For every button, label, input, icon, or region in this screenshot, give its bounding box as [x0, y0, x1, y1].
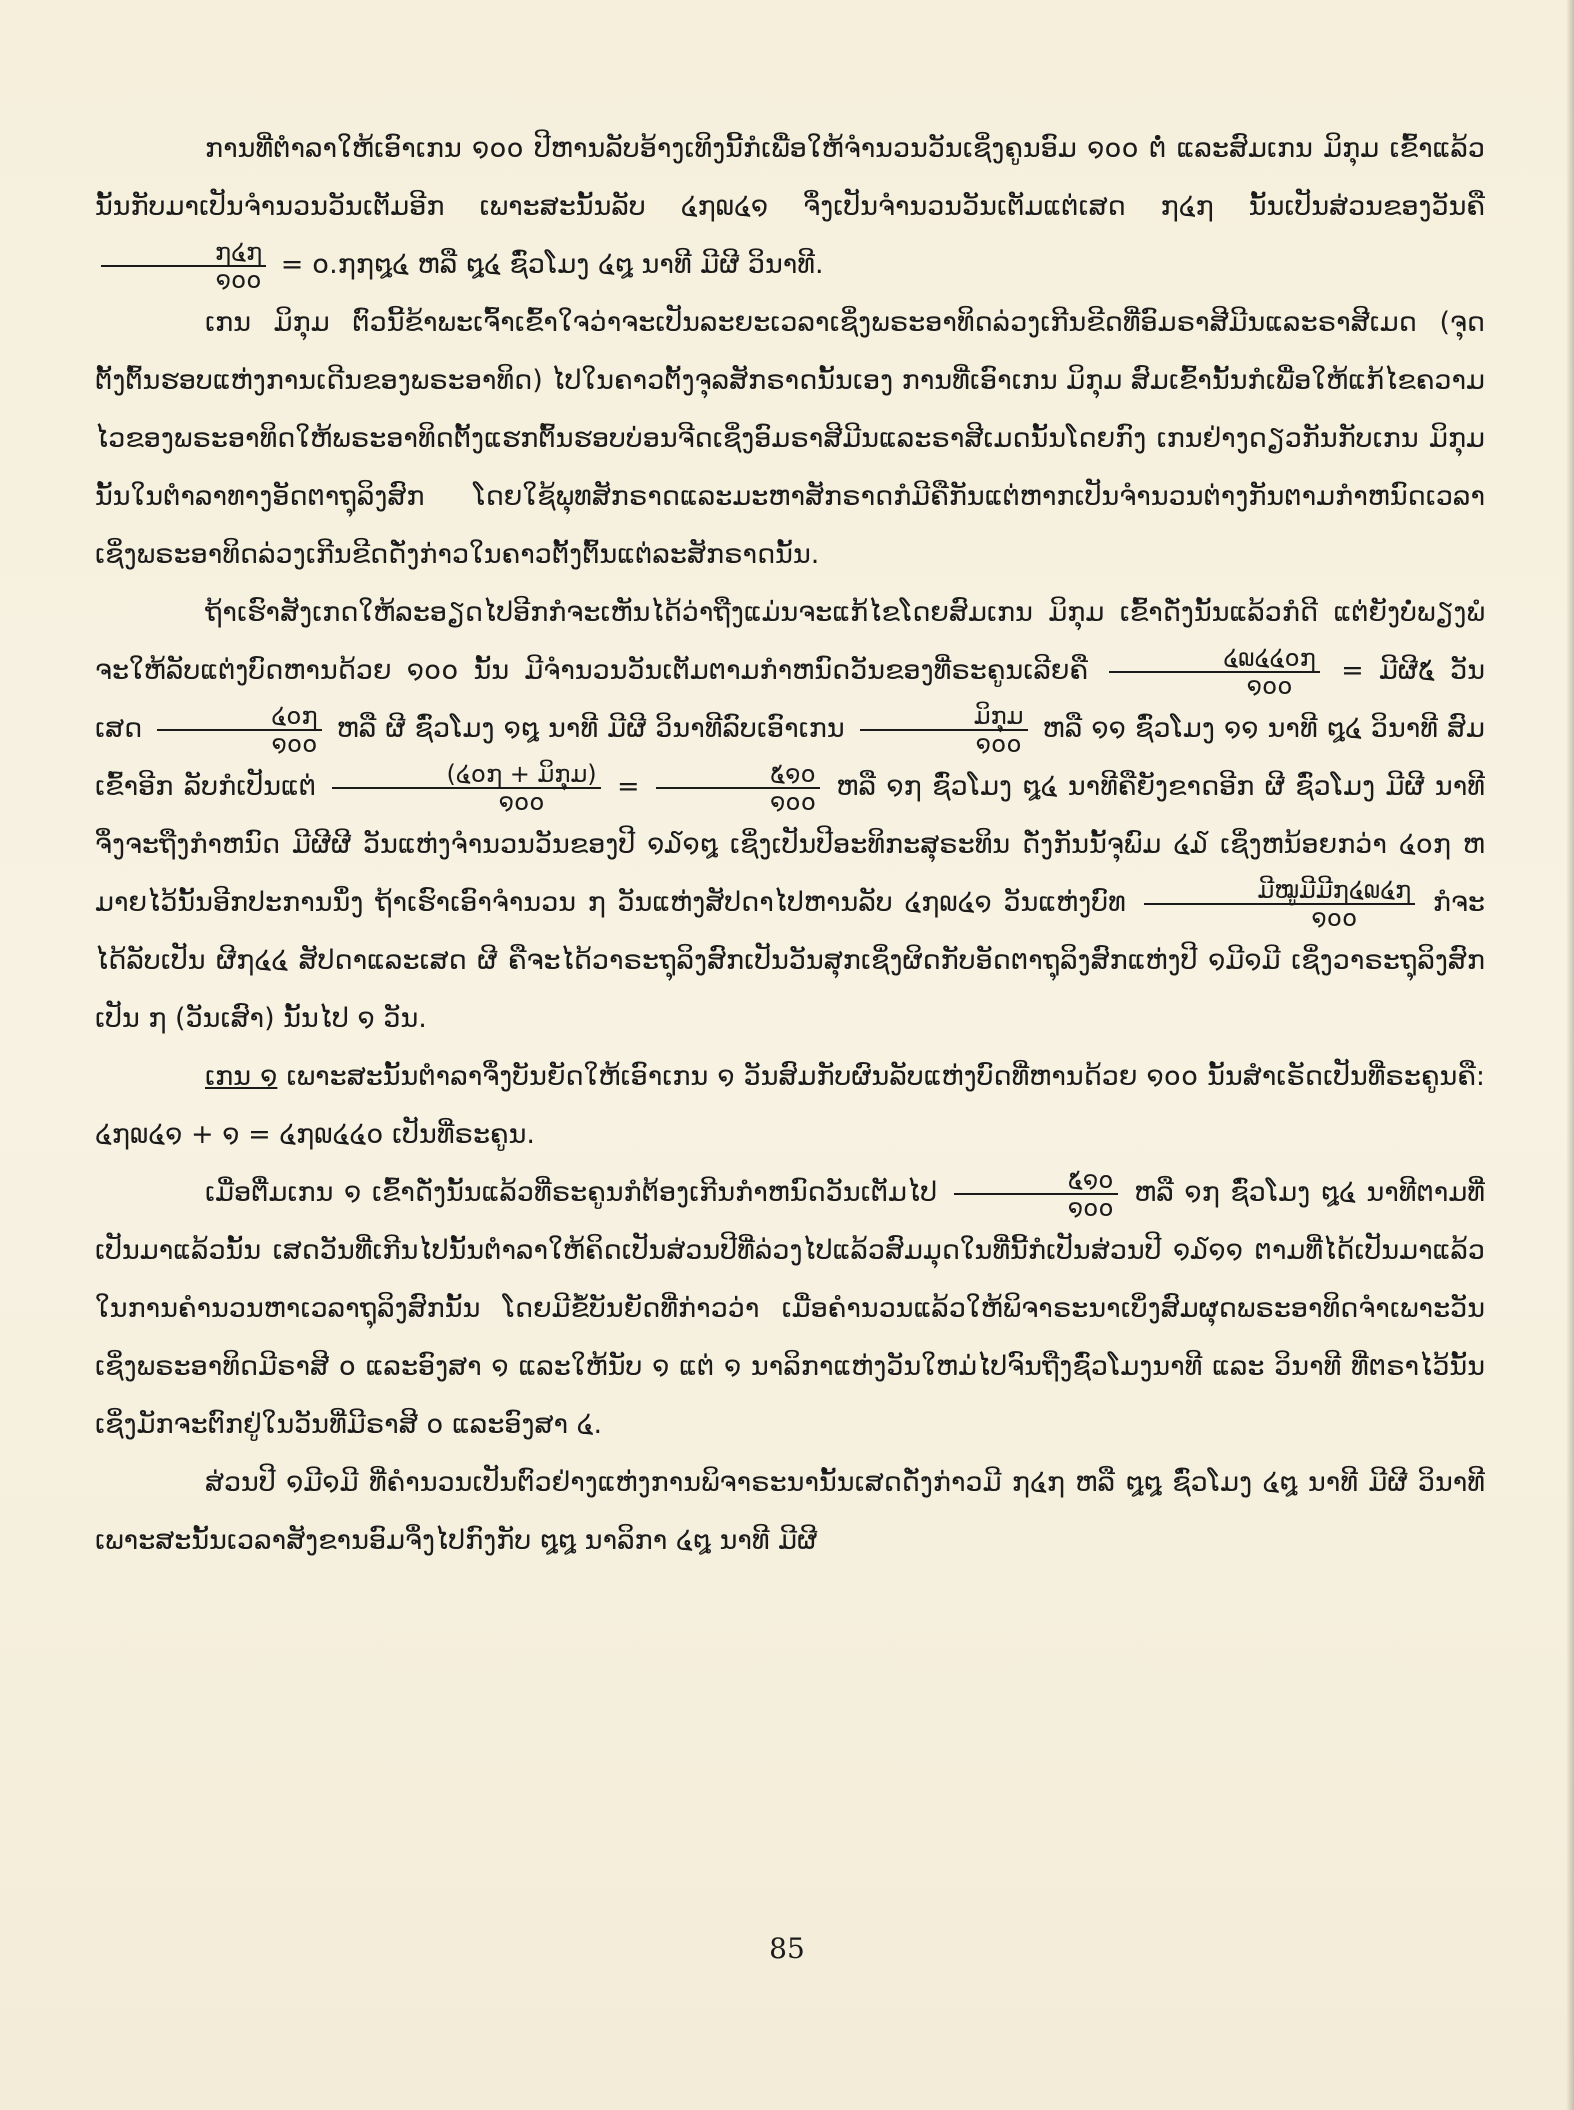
page-number: 85 [769, 1932, 805, 1965]
fraction [954, 1167, 1118, 1221]
fraction-denominator: ໑໐໐ [1067, 1193, 1114, 1222]
fraction-numerator: ໔໙໔໔໐໗ [1109, 645, 1320, 673]
paragraph-text: ສ່ວນປີ ໑ມີ໑ມີ ທີ່ຄໍານວນເປັນຕົວຢ່າງແຫ່ງການພິຈາຣະນານັ້ນເສດດັ່ງກ່າວມີ ໗໔໗ ຫລື ໘໘ ຊົ່ວໂມງ ໔໘ ນາທີ ມີຜີ ວິນາທີ ເພາະສະນັ້ນເວລາສັງຂານອົມຈຶ່ງໄປກົງກັບ ໘໘ ນາລິກາ ໔໘ ນາທີ ມີຜີ [95, 1467, 1485, 1556]
paragraph-3 [95, 584, 1485, 1048]
fraction-denominator: ໑໐໐ [498, 787, 545, 816]
page-edge-shadow [1566, 0, 1574, 2110]
fraction-numerator: ໗໔໗ [101, 239, 266, 267]
section-heading: ເກນ ໑ [205, 1061, 278, 1092]
fraction [656, 761, 820, 815]
fraction-denominator: ໑໐໐ [1311, 903, 1358, 932]
paragraph-text: ເມື່ອຕື່ມເກນ ໑ ເຂົ້າດັ່ງນັ້ນແລ້ວທີ່ຣະຄູນກໍຕ້ອງເກີນກໍາຫນົດວັນເຕັມໄປ [205, 1177, 938, 1208]
paragraph-text: = ມີຜີ໕ ວັນ ເສດ [95, 655, 1485, 744]
fraction-numerator: ມີໝູມີມີ໗໔໙໔໗ [1144, 877, 1416, 905]
fraction-denominator: ໑໐໐ [215, 265, 262, 294]
paragraph-text: ກໍຈະໄດ້ລັບເປັນ ຜີ໗໔໔ ສັປດາແລະເສດ ຜີ ຄືຈະໄດ້ວາຣະຖຸລິງສົກເປັນວັນສຸກເຊິ່ງຜິດກັບອັດຕາຖຸລິງສົກແຫ່ງປີ ໑ມີ໑ມີ ເຊິ່ງວາຣະຖຸລິງສົກເປັນ ໗ (ວັນເສົາ) ນັ້ນໄປ ໑ ວັນ. [95, 887, 1485, 1034]
fraction-denominator: ໑໐໐ [271, 729, 318, 758]
paragraph-text: ຖ້າເຮົາສັງເກດໃຫ້ລະອຽດໄປອີກກໍຈະເຫັນໄດ້ວ່າຖືງແມ່ນຈະແກ້ໄຂໂດຍສົມເກນ ມິກຸມ ເຂົ້າດັ່ງນັ້ນແລ້ວກໍດີ ແຕ່ຍັງບໍ່ພຽງພໍຈະໃຫ້ລັບແຕ່ງບົດຫານດ້ວຍ ໑໐໐ ນັ້ນ ມີຈໍານວນວັນເຕັມຕາມກໍາຫນົດວັນຂອງທີ່ຣະຄູນເລີຍຄື [95, 597, 1485, 686]
paragraph-text: ເກນ ມິກຸມ ຕົວນີ້ຂ້າພະເຈົ້າເຂົ້າໃຈວ່າຈະເປັນລະຍະເວລາເຊິ່ງພຣະອາທິດລ່ວງເກີນຂີດທີ່ອົມຣາສີມີນແລະຣາສີເມດ (ຈຸດຕັ້ງຕົ້ນຮອບແຫ່ງການເດີນຂອງພຣະອາທິດ) ໄປໃນຄາວຕັ້ງຈຸລສັກຣາດນັ້ນເອງ ການທີ່ເອົາເກນ ມິກຸມ ສົມເຂົ້ານັ້ນກໍເພື່ອໃຫ້ແກ້ໄຂຄວາມໄວຂອງພຣະອາທິດໃຫ້ພຣະອາທິດຕັ້ງແຮກຕົ້ນຮອບບ່ອນຈີດເຊິ່ງອົມຣາສີມີນແລະຣາສີເມດນັ້ນໂດຍກົງ ເກນຢ່າງດຽວກັນກັບເກນ ມິກຸມ ນັ້ນໃນຕໍາລາທາງອັດຕາຖຸລິງສົກ ໂດຍໃຊ້ພຸທສັກຣາດແລະມະຫາສັກຣາດກໍມີຄືກັນແຕ່ຫາກເປັນຈໍານວນຕ່າງກັນຕາມກໍາຫນົດເວລາເຊິ່ງພຣະອາທິດລ່ວງເກີນຂີດດັ່ງກ່າວໃນຄາວຕັ້ງຕົ້ນແຕ່ລະສັກຣາດນັ້ນ. [95, 307, 1485, 570]
paragraph-text: ເພາະສະນັ້ນຕໍາລາຈຶ່ງບັນຍັດໃຫ້ເອົາເກນ ໑ ວັນສົມກັບຜົນລັບແຫ່ງບົດທີ່ຫານດ້ວຍ ໑໐໐ ນັ້ນສໍາເຣັດເປັນທີ່ຣະຄູນຄື: ໔໗໙໔໑ + ໑ = ໔໗໙໔໔໐ ເປັນທີ່ຣະຄູນ. [95, 1061, 1485, 1150]
fraction [157, 703, 321, 757]
paragraph-text: ການທີ່ຕໍາລາໃຫ້ເອົາເກນ ໑໐໐ ປີຫານລັບອ້າງເທິງນີ້ກໍເພື່ອໃຫ້ຈໍານວນວັນເຊິ່ງຄູນອົມ ໑໐໐ ຕໍ່ ແລະສົມເກນ ມິກຸມ ເຂົ້າແລ້ວນັ້ນກັບມາເປັນຈໍານວນວັນເຕັມອີກ ເພາະສະນັ້ນລັບ ໔໗໙໔໑ ຈຶ່ງເປັນຈໍານວນວັນເຕັມແຕ່ເສດ ໗໔໗ ນັ້ນເປັນສ່ວນຂອງວັນຄື [95, 133, 1485, 222]
paragraph-text: = [617, 771, 640, 802]
fraction [101, 239, 266, 293]
paragraph-1 [95, 120, 1485, 294]
fraction-denominator: ໑໐໐ [975, 729, 1022, 758]
fraction [860, 703, 1028, 757]
paragraph-text: ຫລື ໑໗ ຊົ່ວໂມງ ໘໔ ນາທີຕາມທີ່ເປັນມາແລ້ວນັ້ນ ເສດວັນທີ່ເກີນໄປນັ້ນຕໍາລາໃຫ້ຄິດເປັນສ່ວນປີທີ່ລ່ວງໄປແລ້ວສົມມຸດໃນທີ່ນີ້ກໍເປັນສ່ວນປີ ໑໓໑໑ ຕາມທີ່ໄດ້ເປັນມາແລ້ວໃນການຄໍານວນຫາເວລາຖຸລິງສົກນັ້ນ ໂດຍມີຂໍ້ບັນຍັດທີ່ກ່າວວ່າ ເມື່ອຄໍານວນແລ້ວໃຫ້ພິຈາຣະນາເບິ່ງສົມຜຸດພຣະອາທິດຈໍາເພາະວັນເຊິ່ງພຣະອາທິດມີຣາສີ ໐ ແລະອົງສາ ໑ ແລະໃຫ້ນັບ ໑ ແຕ່ ໑ ນາລິກາແຫ່ງວັນໃຫມ່ໄປຈົນຖືງຊົ່ວໂມງນາທີ ແລະ ວິນາທີ ທີ່ຕຣາໄວ້ນັ້ນເຊິ່ງມັກຈະຕົກຢູ່ໃນວັນທີ່ມີຣາສີ ໐ ແລະອົງສາ ໔. [95, 1177, 1485, 1440]
paragraph-6 [95, 1454, 1485, 1570]
paragraph-text: = ໐.໗໗໘໔ ຫລື ໘໔ ຊົ່ວໂມງ ໔໘ ນາທີ ມີຜີ ວິນາທີ. [280, 249, 824, 280]
fraction [332, 761, 600, 815]
fraction [1144, 877, 1416, 931]
fraction-numerator: ໔໐໗ [157, 703, 321, 731]
fraction-numerator: (໔໐໗ + ມິກຸມ) [332, 761, 600, 789]
paragraph-4 [95, 1048, 1485, 1164]
fraction-numerator: ໕໑໐ [954, 1167, 1118, 1195]
fraction-numerator: ມິກຸມ [860, 703, 1028, 731]
fraction [1109, 645, 1320, 699]
fraction-denominator: ໑໐໐ [770, 787, 816, 816]
paragraph-5 [95, 1164, 1485, 1454]
paragraph-text: ຫລື ໑໗ ຊົ່ວໂມງ ໘໔ ນາທີຄືຍັງຂາດອີກ ຜີ ຊົ່ວໂມງ ມີຜີ ນາທີຈຶ່ງຈະຖືງກໍາຫນົດ ມີຜີຜີ ວັນແຫ່ງຈໍານວນວັນຂອງປີ ໑໓໑໘ ເຊິ່ງເປັນປີອະທິກະສຸຣະທິນ ດັ່ງກັນນັ້ຈຸພົມ ໔໓ ເຊິ່ງຫນ້ອຍກວ່າ ໔໐໗ ຫມາຍໄວ້ນັ້ນອີກປະການນຶ່ງ ຖ້າເຮົາເອົາຈໍານວນ ໗ ວັນແຫ່ງສັປດາໄປຫານລັບ ໔໗໙໔໑ ວັນແຫ່ງບົທ [95, 771, 1485, 918]
paragraph-text: ຫລື ໑໑ ຊົ່ວໂມງ ໑໑ ນາທີ ໘໔ ວິນາທີ ສົມເຂົ້າອີກ ລັບກໍເປັນແຕ່ [95, 713, 1485, 802]
body-text [95, 120, 1485, 1570]
fraction-numerator: ໕໑໐ [656, 761, 820, 789]
fraction-denominator: ໑໐໐ [1246, 671, 1293, 700]
paragraph-text: ຫລື ຜີ ຊົ່ວໂມງ ໑໘ ນາທີ ມີຜີ ວິນາທີລົບເອົາເກນ [336, 713, 845, 744]
paragraph-2 [95, 294, 1485, 584]
